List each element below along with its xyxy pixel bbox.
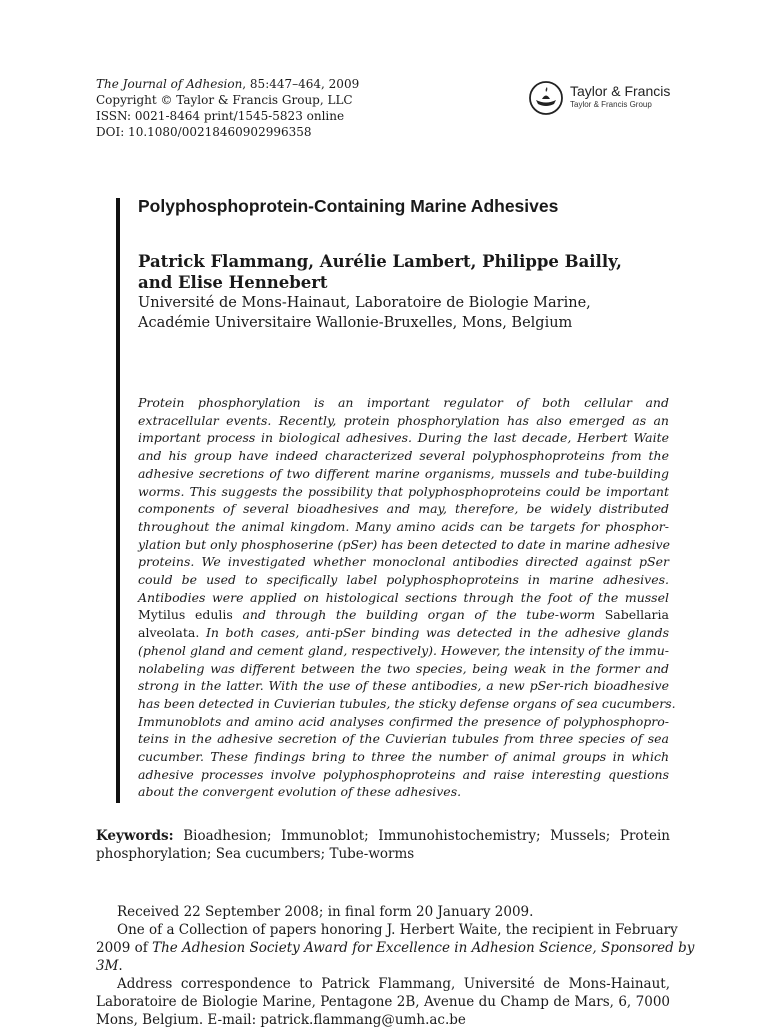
species-name: Sabellaria: [604, 607, 669, 623]
abstract-line: worms. This suggests the possibility that polyphosphoproteins could be important: [138, 483, 669, 499]
abstract-line: strong in the latter. With the use of these antibodies, a new pSer-rich bioadhesive: [138, 678, 669, 694]
award-name: 3M: [96, 958, 119, 974]
abstract-text: and through the building organ of the tube-worm: [232, 607, 605, 623]
affiliation-line: Académie Universitaire Wallonie-Bruxelles, Mons, Belgium: [138, 315, 573, 331]
abstract-line: (phenol gland and cement gland, respectively). However, the intensity of the immu-: [138, 642, 669, 658]
address-note-line: Mons, Belgium. E-mail: patrick.flammang@umh.ac.be: [96, 1012, 466, 1028]
address-note-line: Laboratoire de Biologie Marine, Pentagone 2B, Avenue du Champ de Mars, 6, 7000: [96, 994, 670, 1010]
authors-line: and Elise Hennebert: [138, 273, 328, 292]
issn-line: ISSN: 0021-8464 print/1545-5823 online: [96, 109, 345, 123]
journal-header: [96, 76, 359, 140]
keywords-text: Bioadhesion; Immunoblot; Immunohistochemistry; Mussels; Protein: [173, 828, 670, 844]
abstract-line: throughout the animal kingdom. Many amino acids can be targets for phosphor-: [138, 518, 669, 534]
publisher-name: Taylor & Francis: [570, 83, 671, 99]
collection-note-text: 2009 of: [96, 940, 153, 956]
lamp-icon: [528, 80, 564, 116]
abstract-line: adhesive processes involve polyphosphoproteins and raise interesting questions: [138, 766, 669, 782]
article-title: Polyphosphoprotein-Containing Marine Adhesives: [138, 196, 559, 216]
journal-name: The Journal of Adhesion: [96, 77, 243, 91]
abstract-line: could be used to specifically label polyphosphoproteins in marine adhesives.: [138, 572, 669, 588]
publisher-group: Taylor & Francis Group: [570, 100, 652, 109]
collection-note-line: [96, 939, 695, 957]
authors-line: Patrick Flammang, Aurélie Lambert, Philippe Bailly,: [138, 252, 622, 271]
abstract-line: adhesive secretions of two different marine organisms, mussels and tube-building: [138, 465, 669, 481]
species-name: alveolata.: [138, 625, 200, 641]
abstract-line: nolabeling was different between the two species, being weak in the former and: [138, 660, 669, 676]
author-list: [138, 251, 668, 293]
received-note: Received 22 September 2008; in final form 20 January 2009.: [117, 904, 534, 920]
abstract-text: In both cases, anti-pSer binding was detected in the adhesive glands: [199, 625, 669, 641]
abstract-line: [138, 624, 669, 642]
abstract-line: about the convergent evolution of these adhesives.: [138, 784, 462, 800]
publisher-logo: [528, 80, 678, 116]
abstract-line: proteins. We investigated whether monoclonal antibodies directed against pSer: [138, 554, 669, 570]
abstract-line: cucumber. These findings bring to three the number of animal groups in which: [138, 749, 669, 765]
collection-note-line: One of a Collection of papers honoring J. Herbert Waite, the recipient in February: [117, 922, 678, 938]
award-name: The Adhesion Society Award for Excellence in Adhesion Science, Sponsored by: [152, 940, 695, 956]
journal-citation: [96, 76, 359, 92]
copyright-line: Copyright © Taylor & Francis Group, LLC: [96, 93, 353, 107]
collection-note-line: [96, 957, 670, 975]
abstract-line: important process in biological adhesives. During the last decade, Herbert Waite: [138, 430, 669, 446]
abstract-line: components of several bioadhesives and may, therefore, be widely distributed: [138, 501, 669, 517]
abstract-line: teins in the adhesive secretion of the Cuvierian tubules from three species of sea: [138, 731, 669, 747]
abstract-line: and his group have indeed characterized several polyphosphoproteins from the: [138, 448, 669, 464]
species-name: Mytilus edulis: [138, 607, 233, 623]
address-note-line: Address correspondence to Patrick Flammang, Université de Mons-Hainaut,: [117, 976, 670, 992]
abstract-line: extracellular events. Recently, protein phosphorylation has also emerged as an: [138, 412, 669, 428]
abstract-line: ylation but only phosphoserine (pSer) has been detected to date in marine adhesive: [138, 536, 670, 552]
abstract-line: Antibodies were applied on histological sections through the foot of the mussel: [138, 589, 669, 605]
abstract-line: Protein phosphorylation is an important regulator of both cellular and: [138, 395, 669, 410]
keywords: [96, 827, 670, 863]
doi-line: DOI: 10.1080/00218460902996358: [96, 125, 312, 139]
journal-volume-pages: , 85:447–464, 2009: [242, 77, 360, 91]
title-block-rule: [116, 198, 120, 803]
keywords-label: Keywords:: [96, 828, 174, 844]
abstract: [138, 394, 676, 801]
affiliation: [138, 293, 591, 333]
footnotes: [96, 903, 695, 1029]
keywords-line: phosphorylation; Sea cucumbers; Tube-worms: [96, 846, 415, 862]
keywords-line: [96, 827, 670, 845]
abstract-line: [138, 606, 669, 624]
abstract-line: has been detected in Cuvierian tubules, the sticky defense organs of sea cucumbers.: [138, 695, 676, 711]
affiliation-line: Université de Mons-Hainaut, Laboratoire de Biologie Marine,: [138, 295, 591, 311]
abstract-line: Immunoblots and amino acid analyses confirmed the presence of polyphosphopro-: [138, 713, 669, 729]
collection-note-text: .: [118, 958, 123, 974]
